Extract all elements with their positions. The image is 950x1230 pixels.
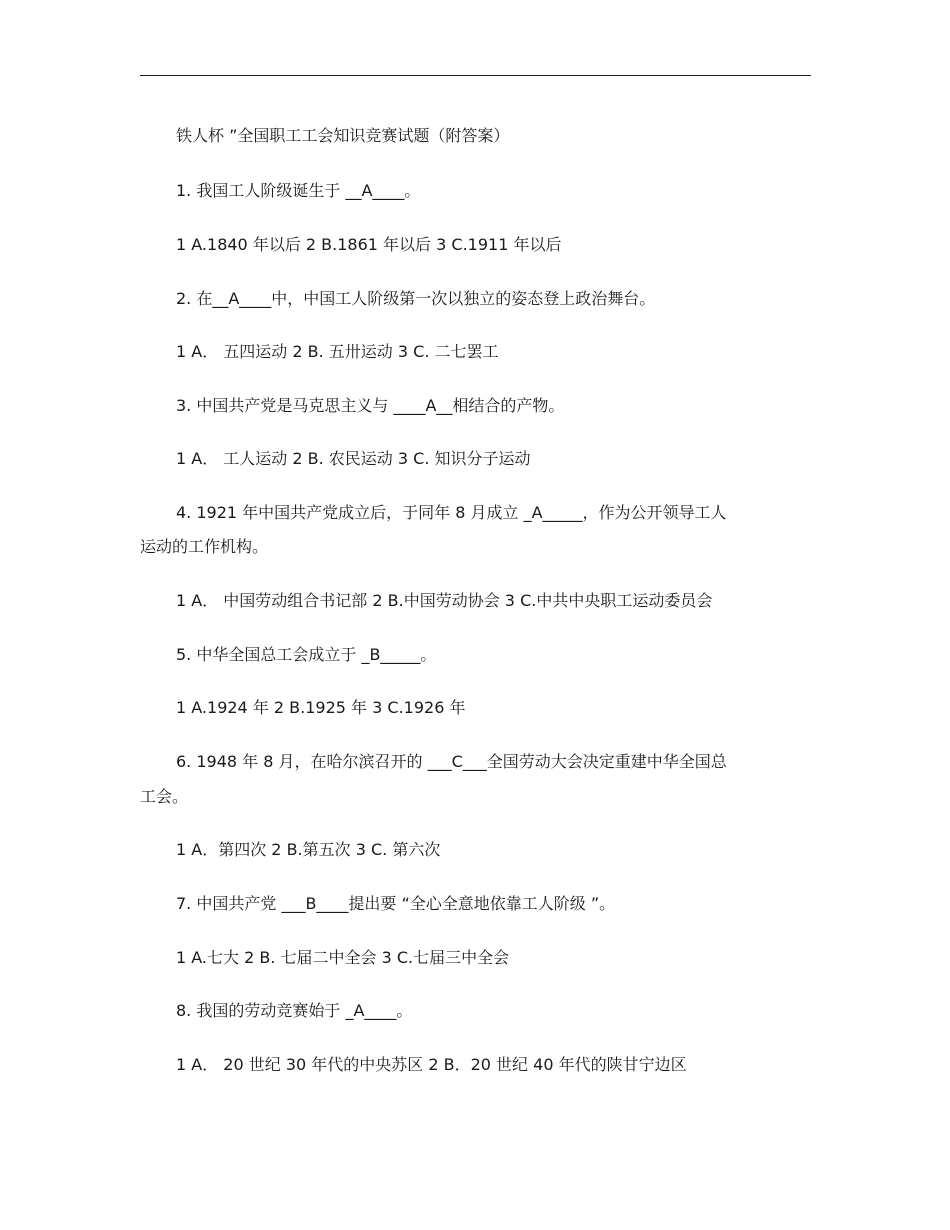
- question-1: 1. 我国工人阶级诞生于 __A____。: [176, 181, 421, 200]
- options-8: 1 A． 20 世纪 30 年代的中央苏区 2 B．20 世纪 40 年代的陕甘宁边区: [176, 1055, 687, 1074]
- options-2: 1 A． 五四运动 2 B. 五卅运动 3 C. 二七罢工: [176, 342, 499, 361]
- question-4-continued: 运动的工作机构。: [140, 537, 269, 556]
- options-1: 1 A.1840 年以后 2 B.1861 年以后 3 C.1911 年以后: [176, 235, 562, 254]
- question-6: 6. 1948 年 8 月，在哈尔滨召开的 ___C___全国劳动大会决定重建中华全国总: [176, 752, 727, 771]
- question-2: 2. 在__A____中，中国工人阶级第一次以独立的姿态登上政治舞台。: [176, 289, 656, 308]
- question-6-continued: 工会。: [140, 787, 189, 806]
- question-8: 8. 我国的劳动竞赛始于 _A____。: [176, 1001, 413, 1020]
- question-4: 4. 1921 年中国共产党成立后，于同年 8 月成立 _A_____，作为公开领导工人: [176, 503, 727, 522]
- question-5: 5. 中华全国总工会成立于 _B_____。: [176, 645, 437, 664]
- options-3: 1 A． 工人运动 2 B. 农民运动 3 C. 知识分子运动: [176, 449, 531, 468]
- question-7: 7. 中国共产党 ___B____提出要 “全心全意地依靠工人阶级 ”。: [176, 894, 616, 913]
- document-title: 铁人杯 ”全国职工工会知识竞赛试题（附答案）: [176, 126, 510, 145]
- question-3: 3. 中国共产党是马克思主义与 ____A__相结合的产物。: [176, 396, 565, 415]
- options-6: 1 A．第四次 2 B.第五次 3 C. 第六次: [176, 840, 441, 859]
- header-rule: [140, 75, 811, 76]
- options-7: 1 A.七大 2 B. 七届二中全会 3 C.七届三中全会: [176, 948, 510, 967]
- options-5: 1 A.1924 年 2 B.1925 年 3 C.1926 年: [176, 698, 466, 717]
- options-4: 1 A． 中国劳动组合书记部 2 B.中国劳动协会 3 C.中共中央职工运动委员会: [176, 591, 713, 610]
